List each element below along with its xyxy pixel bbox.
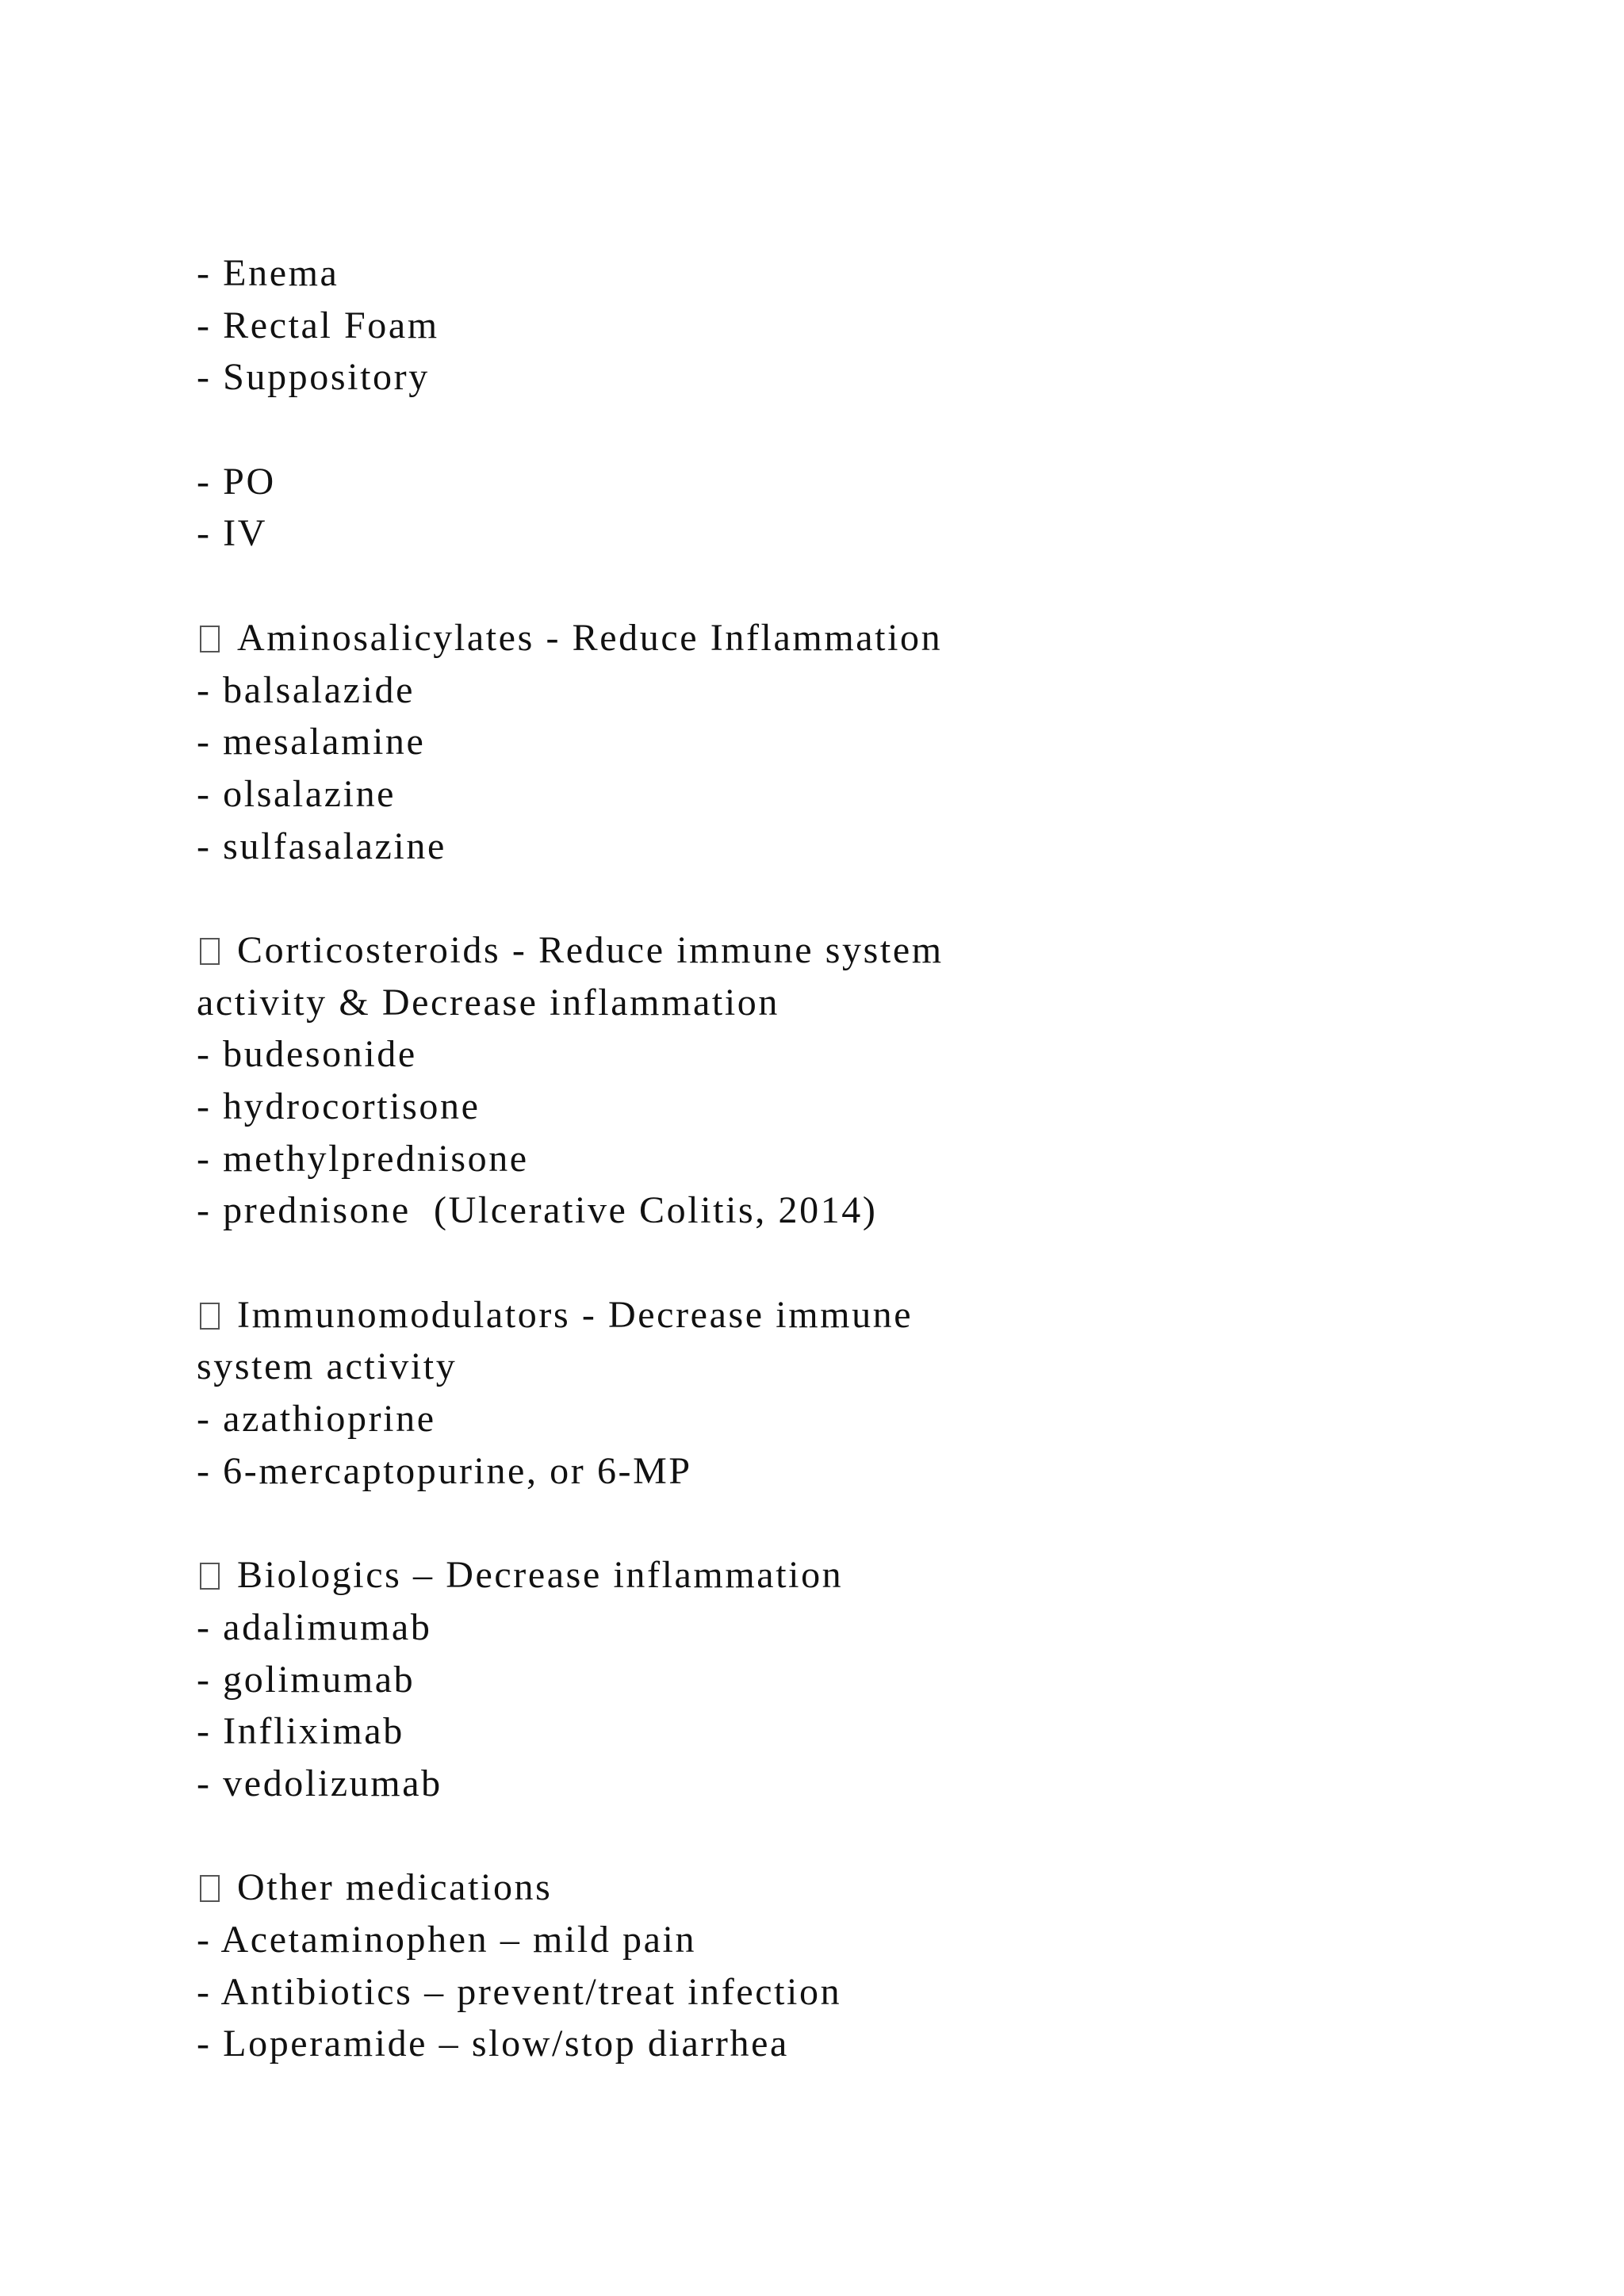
route-list-rectal — [197, 247, 1307, 404]
section-biologics — [197, 1549, 1307, 1809]
section-heading-continuation: system activity — [197, 1345, 458, 1388]
list-item: - olsalazine — [197, 772, 396, 815]
list-item: - golimumab — [197, 1658, 416, 1701]
spacer — [197, 404, 1307, 456]
list-item: - vedolizumab — [197, 1762, 442, 1804]
spacer — [197, 872, 1307, 924]
route-list-systemic — [197, 456, 1307, 560]
list-item: - Antibiotics – prevent/treat infection — [197, 1970, 842, 2013]
section-heading — [197, 924, 1307, 977]
section-heading-continuation: activity & Decrease inflammation — [197, 981, 779, 1024]
section-heading-text: Other medications — [237, 1866, 553, 1909]
box-icon — [200, 938, 220, 965]
spacer — [197, 1237, 1307, 1289]
list-item: - mesalamine — [197, 721, 426, 763]
section-heading-text: Immunomodulators - Decrease immune — [237, 1293, 914, 1336]
section-heading-text: Biologics – Decrease inflammation — [237, 1554, 844, 1597]
spacer — [197, 560, 1307, 612]
box-icon — [200, 626, 220, 652]
section-immunomodulators — [197, 1289, 1307, 1498]
box-icon — [200, 1563, 220, 1590]
list-item: - adalimumab — [197, 1605, 432, 1648]
section-heading — [197, 1289, 1307, 1341]
list-item: - hydrocortisone — [197, 1085, 481, 1127]
section-heading — [197, 1862, 1307, 1914]
list-item: - PO — [197, 460, 276, 503]
list-item: - Rectal Foam — [197, 304, 439, 346]
list-item: - methylprednisone — [197, 1137, 529, 1180]
section-corticosteroids — [197, 924, 1307, 1237]
list-item: - prednisone (Ulcerative Colitis, 2014) — [197, 1189, 878, 1232]
list-item: - sulfasalazine — [197, 825, 446, 867]
list-item: - IV — [197, 512, 268, 555]
box-icon — [200, 1875, 220, 1902]
spacer — [197, 1498, 1307, 1550]
list-item: - balsalazide — [197, 668, 415, 711]
list-item: - Infliximab — [197, 1710, 404, 1753]
section-heading — [197, 612, 1307, 664]
list-item: - 6-mercaptopurine, or 6-MP — [197, 1449, 692, 1492]
section-aminosalicylates — [197, 612, 1307, 872]
document-body — [197, 247, 1307, 2070]
section-other-medications — [197, 1862, 1307, 2070]
list-item: - azathioprine — [197, 1398, 436, 1441]
box-icon — [200, 1303, 220, 1330]
section-heading-text: Aminosalicylates - Reduce Inflammation — [237, 616, 943, 659]
section-heading-text: Corticosteroids - Reduce immune system — [237, 928, 944, 971]
list-item: - budesonide — [197, 1033, 417, 1076]
list-item: - Loperamide – slow/stop diarrhea — [197, 2022, 789, 2065]
section-heading — [197, 1549, 1307, 1601]
list-item: - Suppository — [197, 356, 430, 399]
spacer — [197, 1810, 1307, 1862]
list-item: - Enema — [197, 252, 339, 294]
list-item: - Acetaminophen – mild pain — [197, 1919, 697, 1961]
